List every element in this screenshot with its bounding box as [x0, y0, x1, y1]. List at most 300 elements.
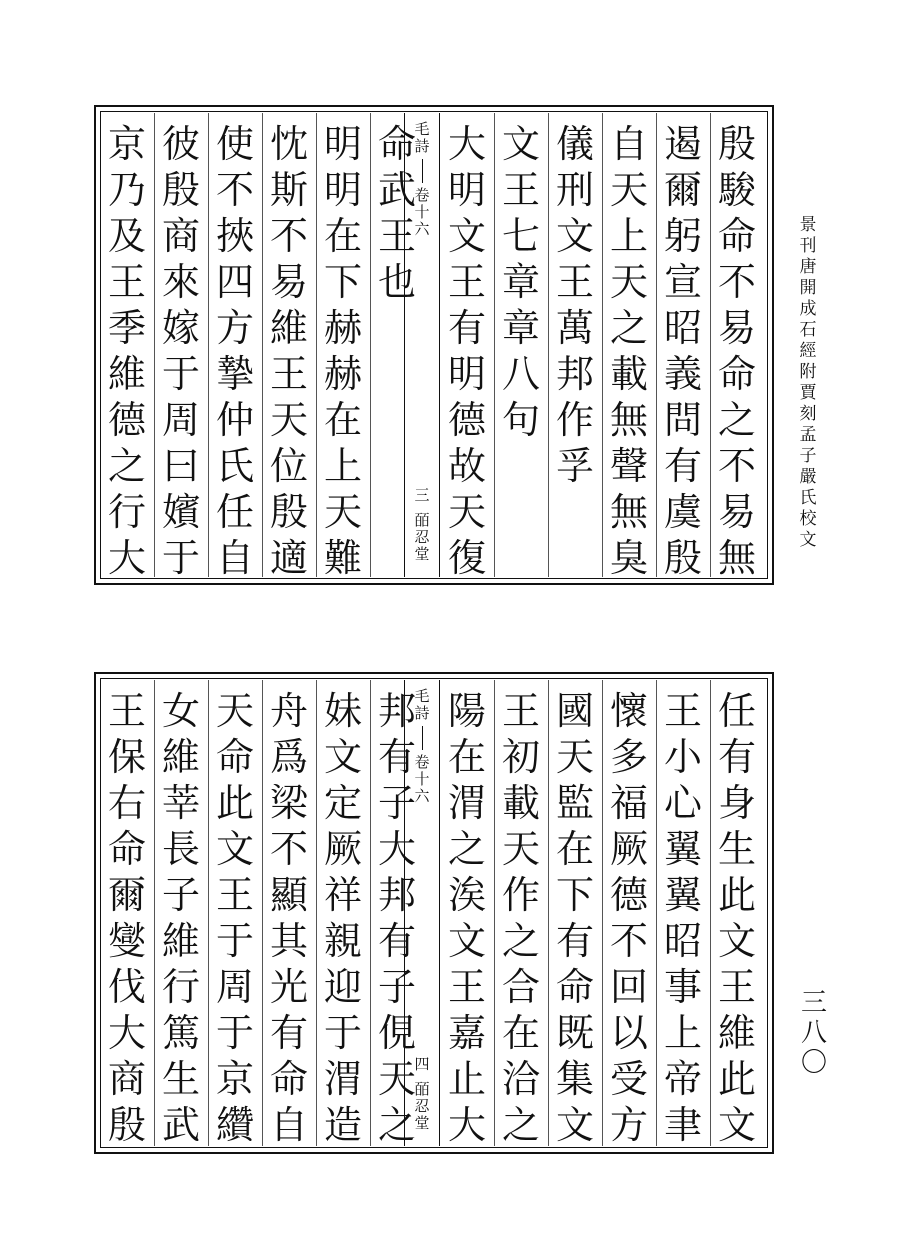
- text-column: [262, 688, 316, 1148]
- text-char: 不: [215, 168, 254, 212]
- text-column: [316, 121, 370, 581]
- text-char: 義: [663, 352, 702, 396]
- text-char: 位: [269, 444, 308, 488]
- side-title-char: 賈: [799, 383, 817, 403]
- text-char: 自: [609, 122, 648, 166]
- strip-char: 堂: [414, 545, 430, 563]
- text-char: 天: [269, 398, 308, 442]
- strip-char: 卷: [414, 186, 430, 204]
- strip-char: 六: [414, 787, 430, 805]
- text-char: 自: [215, 536, 254, 580]
- column-rule: [154, 113, 155, 577]
- text-char: 天: [609, 168, 648, 212]
- side-title-char: 成: [799, 299, 817, 319]
- text-char: 命: [107, 827, 146, 871]
- text-char: 文: [555, 214, 594, 258]
- text-char: 周: [215, 965, 254, 1009]
- text-char: 彼: [161, 122, 200, 166]
- column-rule: [656, 113, 657, 577]
- text-char: 明: [447, 168, 486, 212]
- text-char: 天: [323, 490, 362, 534]
- text-char: 于: [161, 536, 200, 580]
- text-char: 作: [501, 873, 540, 917]
- text-char: 無: [717, 536, 756, 580]
- text-column: [370, 121, 424, 305]
- text-char: 莘: [161, 781, 200, 825]
- text-char: 涘: [447, 873, 486, 917]
- text-char: 王: [501, 689, 540, 733]
- text-char: 維: [269, 306, 308, 350]
- text-char: 下: [323, 260, 362, 304]
- text-char: 大: [377, 827, 416, 871]
- text-char: 集: [555, 1057, 594, 1101]
- side-title-char: 刻: [799, 404, 817, 424]
- text-char: 王: [269, 352, 308, 396]
- text-char: 天: [447, 490, 486, 534]
- text-char: 大: [447, 122, 486, 166]
- text-char: 有: [717, 735, 756, 779]
- side-title-char: 校: [799, 509, 817, 529]
- text-char: 迎: [323, 965, 362, 1009]
- page-number: [800, 988, 828, 1078]
- text-char: 邦: [377, 873, 416, 917]
- text-char: 德: [107, 398, 146, 442]
- text-char: 無: [609, 398, 648, 442]
- text-char: 親: [323, 919, 362, 963]
- text-char: 以: [609, 1011, 648, 1055]
- text-char: 生: [161, 1057, 200, 1101]
- text-char: 止: [447, 1057, 486, 1101]
- text-char: 維: [107, 352, 146, 396]
- text-char: 萬: [555, 306, 594, 350]
- text-char: 遏: [663, 122, 702, 166]
- text-char: 武: [161, 1103, 200, 1147]
- text-char: 摯: [215, 352, 254, 396]
- text-char: 載: [609, 352, 648, 396]
- strip-char: 皕: [414, 1080, 430, 1098]
- side-title-char: 石: [799, 320, 817, 340]
- text-char: 此: [215, 781, 254, 825]
- text-char: 之: [377, 1103, 416, 1147]
- text-column: [494, 688, 548, 1148]
- page-number-char: 三: [800, 988, 827, 1018]
- strip-char: 十: [414, 770, 430, 788]
- text-char: 挾: [215, 214, 254, 258]
- text-char: 大: [107, 536, 146, 580]
- text-char: 有: [663, 444, 702, 488]
- text-char: 文: [447, 919, 486, 963]
- text-char: 殷: [717, 122, 756, 166]
- text-char: 不: [717, 260, 756, 304]
- strip-char: 四: [414, 1055, 430, 1073]
- text-char: 天: [215, 689, 254, 733]
- column-rule: [370, 680, 371, 1146]
- text-char: 保: [107, 735, 146, 779]
- text-char: 之: [501, 919, 540, 963]
- text-char: 于: [215, 919, 254, 963]
- column-rule: [370, 113, 371, 577]
- side-title-char: 嚴: [799, 467, 817, 487]
- text-char: 不: [269, 827, 308, 871]
- text-char: 翼: [663, 873, 702, 917]
- strip-char: 毛: [414, 687, 430, 705]
- text-char: 問: [663, 398, 702, 442]
- text-char: 有: [447, 306, 486, 350]
- text-column: [262, 121, 316, 581]
- text-char: 王: [501, 168, 540, 212]
- column-rule: [208, 113, 209, 577]
- text-char: 子: [377, 781, 416, 825]
- text-char: 王: [215, 873, 254, 917]
- text-char: 七: [501, 214, 540, 258]
- text-char: 任: [215, 490, 254, 534]
- text-char: 文: [717, 1103, 756, 1147]
- text-char: 有: [555, 919, 594, 963]
- strip-char: 忍: [414, 1097, 430, 1115]
- text-char: 維: [717, 1011, 756, 1055]
- side-title-char: 孟: [799, 425, 817, 445]
- text-char: 福: [609, 781, 648, 825]
- page-number-char: 八: [800, 1018, 827, 1048]
- text-char: 不: [269, 214, 308, 258]
- text-column: [440, 121, 494, 581]
- text-char: 下: [555, 873, 594, 917]
- text-char: 有: [377, 735, 416, 779]
- text-char: 受: [609, 1057, 648, 1101]
- column-rule: [602, 680, 603, 1146]
- text-char: 上: [609, 214, 648, 258]
- bottom-page: [94, 672, 774, 1154]
- text-char: 嬪: [161, 490, 200, 534]
- strip-char: 三: [414, 486, 430, 504]
- text-char: 行: [107, 490, 146, 534]
- side-title-char: 刊: [799, 236, 817, 256]
- text-char: 在: [447, 735, 486, 779]
- text-char: 王: [663, 689, 702, 733]
- column-rule: [710, 680, 711, 1146]
- strip-folio: [414, 487, 429, 563]
- text-char: 聲: [609, 444, 648, 488]
- text-column: [656, 121, 710, 581]
- text-char: 洽: [501, 1057, 540, 1101]
- text-char: 在: [323, 398, 362, 442]
- text-char: 虞: [663, 490, 702, 534]
- text-char: 難: [323, 536, 362, 580]
- text-char: 在: [501, 1011, 540, 1055]
- text-char: 京: [215, 1057, 254, 1101]
- text-char: 命: [215, 735, 254, 779]
- text-char: 陽: [447, 689, 486, 733]
- text-char: 及: [107, 214, 146, 258]
- text-column: [548, 121, 602, 489]
- side-title-char: 景: [799, 215, 817, 235]
- side-title-char: 唐: [799, 257, 817, 277]
- text-char: 既: [555, 1011, 594, 1055]
- side-title-char: 附: [799, 362, 817, 382]
- strip-char: 忍: [414, 528, 430, 546]
- text-char: 易: [717, 306, 756, 350]
- text-column: [548, 688, 602, 1148]
- text-char: 命: [717, 352, 756, 396]
- text-char: 天: [377, 1057, 416, 1101]
- text-char: 商: [107, 1057, 146, 1101]
- text-char: 適: [269, 536, 308, 580]
- text-char: 上: [663, 1011, 702, 1055]
- text-char: 章: [501, 306, 540, 350]
- text-char: 作: [555, 398, 594, 442]
- text-char: 長: [161, 827, 200, 871]
- text-char: 周: [161, 398, 200, 442]
- text-char: 身: [717, 781, 756, 825]
- text-char: 命: [377, 122, 416, 166]
- text-column: [208, 121, 262, 581]
- strip-char: 堂: [414, 1114, 430, 1132]
- text-char: 光: [269, 965, 308, 1009]
- text-char: 自: [269, 1103, 308, 1147]
- text-char: 王: [555, 260, 594, 304]
- text-char: 德: [447, 398, 486, 442]
- text-char: 女: [161, 689, 200, 733]
- text-char: 子: [161, 873, 200, 917]
- text-char: 命: [555, 965, 594, 1009]
- text-char: 王: [107, 260, 146, 304]
- text-char: 此: [717, 1057, 756, 1101]
- text-char: 梁: [269, 781, 308, 825]
- text-char: 文: [447, 214, 486, 258]
- text-char: 也: [377, 260, 416, 304]
- text-char: 篤: [161, 1011, 200, 1055]
- text-char: 多: [609, 735, 648, 779]
- text-char: 帝: [663, 1057, 702, 1101]
- text-char: 仲: [215, 398, 254, 442]
- text-char: 文: [215, 827, 254, 871]
- text-column: [316, 688, 370, 1148]
- text-column: [370, 688, 424, 1148]
- text-char: 明: [323, 168, 362, 212]
- text-char: 武: [377, 168, 416, 212]
- text-char: 王: [717, 965, 756, 1009]
- column-rule: [602, 113, 603, 577]
- text-char: 維: [161, 919, 200, 963]
- column-rule: [656, 680, 657, 1146]
- text-char: 其: [269, 919, 308, 963]
- text-char: 四: [215, 260, 254, 304]
- text-char: 大: [447, 1103, 486, 1147]
- text-char: 商: [161, 214, 200, 258]
- side-title-char: 開: [799, 278, 817, 298]
- column-rule: [262, 113, 263, 577]
- text-column: [494, 121, 548, 443]
- text-char: 翼: [663, 827, 702, 871]
- strip-char: 十: [414, 203, 430, 221]
- text-char: 昭: [663, 919, 702, 963]
- text-char: 王: [107, 689, 146, 733]
- text-char: 方: [215, 306, 254, 350]
- text-char: 不: [609, 919, 648, 963]
- text-char: 于: [161, 352, 200, 396]
- page-number-char: 〇: [800, 1048, 827, 1078]
- text-char: 之: [501, 1103, 540, 1147]
- text-char: 于: [323, 1011, 362, 1055]
- text-char: 氏: [215, 444, 254, 488]
- text-char: 八: [501, 352, 540, 396]
- text-char: 殷: [663, 536, 702, 580]
- text-char: 生: [717, 827, 756, 871]
- text-char: 懷: [609, 689, 648, 733]
- text-char: 季: [107, 306, 146, 350]
- text-column: [602, 121, 656, 581]
- text-char: 初: [501, 735, 540, 779]
- strip-char: 皕: [414, 511, 430, 529]
- text-char: 赫: [323, 306, 362, 350]
- text-column: [100, 121, 154, 581]
- text-char: 任: [717, 689, 756, 733]
- text-char: 燮: [107, 919, 146, 963]
- column-rule: [494, 113, 495, 577]
- text-column: [710, 688, 764, 1148]
- text-char: 小: [663, 735, 702, 779]
- column-rule: [262, 680, 263, 1146]
- text-char: 天: [609, 260, 648, 304]
- text-char: 渭: [447, 781, 486, 825]
- text-char: 祥: [323, 873, 362, 917]
- text-char: 天: [555, 735, 594, 779]
- text-char: 赫: [323, 352, 362, 396]
- text-char: 之: [609, 306, 648, 350]
- text-column: [602, 688, 656, 1148]
- text-char: 國: [555, 689, 594, 733]
- text-char: 殷: [161, 168, 200, 212]
- text-char: 孚: [555, 444, 594, 488]
- text-column: [208, 688, 262, 1148]
- column-rule: [154, 680, 155, 1146]
- text-char: 載: [501, 781, 540, 825]
- text-char: 造: [323, 1103, 362, 1147]
- text-char: 行: [161, 965, 200, 1009]
- column-rule: [316, 680, 317, 1146]
- text-column: [154, 688, 208, 1148]
- text-char: 在: [555, 827, 594, 871]
- strip-char: 卷: [414, 753, 430, 771]
- text-char: 無: [609, 490, 648, 534]
- text-char: 易: [717, 490, 756, 534]
- text-char: 刑: [555, 168, 594, 212]
- text-char: 爾: [107, 873, 146, 917]
- text-char: 右: [107, 781, 146, 825]
- text-char: 殷: [107, 1103, 146, 1147]
- text-char: 之: [447, 827, 486, 871]
- text-char: 邦: [555, 352, 594, 396]
- text-column: [710, 121, 764, 581]
- text-char: 爾: [663, 168, 702, 212]
- text-char: 明: [447, 352, 486, 396]
- text-char: 舟: [269, 689, 308, 733]
- text-char: 維: [161, 735, 200, 779]
- column-rule: [208, 680, 209, 1146]
- text-char: 顯: [269, 873, 308, 917]
- text-char: 使: [215, 122, 254, 166]
- column-rule: [710, 113, 711, 577]
- column-rule: [316, 113, 317, 577]
- text-char: 天: [501, 827, 540, 871]
- text-char: 監: [555, 781, 594, 825]
- text-char: 駿: [717, 168, 756, 212]
- text-char: 王: [447, 260, 486, 304]
- text-char: 渭: [323, 1057, 362, 1101]
- text-char: 之: [107, 444, 146, 488]
- text-char: 邦: [377, 689, 416, 733]
- text-char: 厥: [609, 827, 648, 871]
- text-char: 回: [609, 965, 648, 1009]
- side-title-char: 氏: [799, 488, 817, 508]
- text-char: 妹: [323, 689, 362, 733]
- side-title: [798, 215, 818, 551]
- text-column: [154, 121, 208, 581]
- text-char: 之: [717, 398, 756, 442]
- text-char: 宣: [663, 260, 702, 304]
- text-char: 定: [323, 781, 362, 825]
- text-char: 有: [269, 1011, 308, 1055]
- text-char: 纘: [215, 1103, 254, 1147]
- text-char: 忱: [269, 122, 308, 166]
- text-char: 易: [269, 260, 308, 304]
- text-char: 事: [663, 965, 702, 1009]
- text-char: 乃: [107, 168, 146, 212]
- text-char: 嘉: [447, 1011, 486, 1055]
- text-char: 厥: [323, 827, 362, 871]
- text-char: 此: [717, 873, 756, 917]
- text-char: 子: [377, 965, 416, 1009]
- text-char: 文: [501, 122, 540, 166]
- text-char: 王: [377, 214, 416, 258]
- text-char: 殷: [269, 490, 308, 534]
- top-page: [94, 105, 774, 585]
- column-rule: [548, 680, 549, 1146]
- text-char: 文: [717, 919, 756, 963]
- text-char: 故: [447, 444, 486, 488]
- text-char: 合: [501, 965, 540, 1009]
- text-char: 躬: [663, 214, 702, 258]
- side-title-char: 文: [799, 530, 817, 550]
- strip-char: 詩: [414, 137, 430, 155]
- text-char: 于: [215, 1011, 254, 1055]
- strip-char: 六: [414, 220, 430, 238]
- text-char: 命: [717, 214, 756, 258]
- text-char: 伐: [107, 965, 146, 1009]
- text-char: 有: [377, 919, 416, 963]
- text-column: [100, 688, 154, 1148]
- text-char: 不: [717, 444, 756, 488]
- text-char: 文: [323, 735, 362, 779]
- text-char: 文: [555, 1103, 594, 1147]
- text-column: [656, 688, 710, 1148]
- text-char: 昭: [663, 306, 702, 350]
- text-char: 儀: [555, 122, 594, 166]
- side-title-char: 經: [799, 341, 817, 361]
- text-char: 德: [609, 873, 648, 917]
- text-char: 王: [447, 965, 486, 1009]
- text-char: 明: [323, 122, 362, 166]
- text-char: 命: [269, 1057, 308, 1101]
- text-char: 章: [501, 260, 540, 304]
- text-char: 臭: [609, 536, 648, 580]
- text-char: 在: [323, 214, 362, 258]
- side-title-char: 子: [799, 446, 817, 466]
- text-char: 聿: [663, 1103, 702, 1147]
- text-char: 大: [107, 1011, 146, 1055]
- text-char: 嫁: [161, 306, 200, 350]
- text-char: 來: [161, 260, 200, 304]
